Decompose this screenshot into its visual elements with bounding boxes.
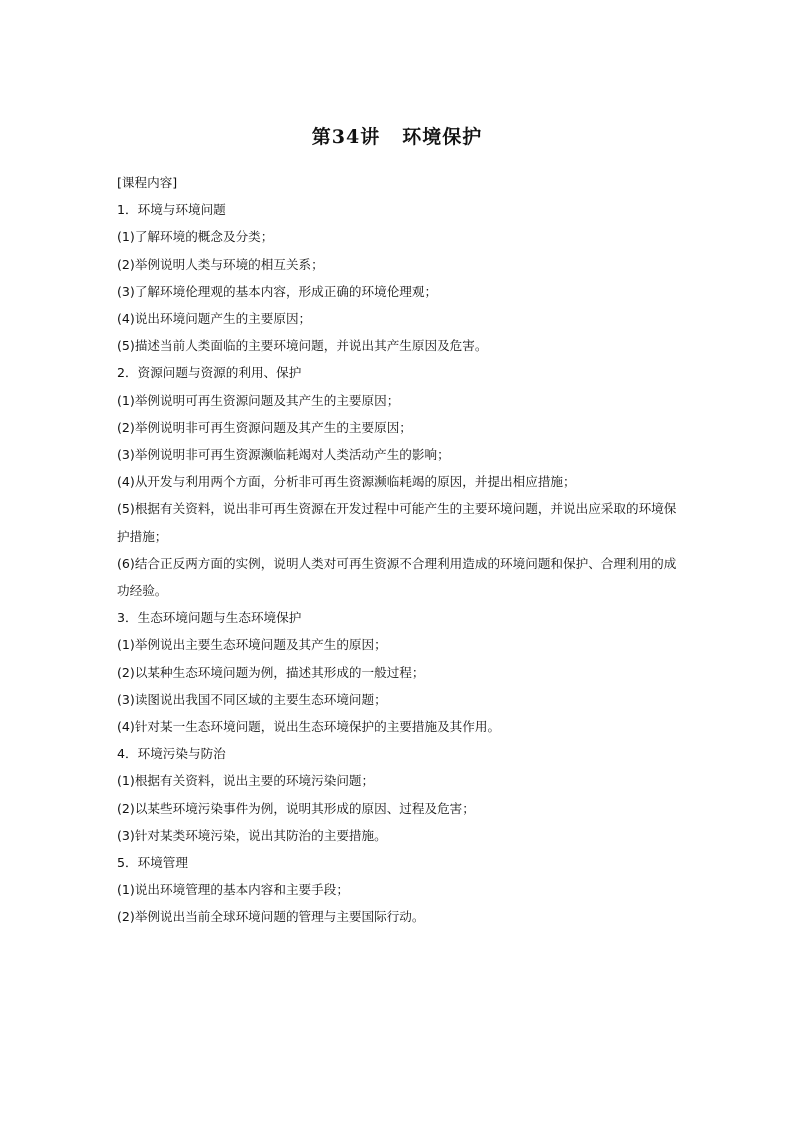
list-item: (1)举例说明可再生资源问题及其产生的主要原因； bbox=[117, 392, 400, 408]
section-1 bbox=[117, 196, 687, 359]
list-item: (3)读图说出我国不同区域的主要生态环境问题； bbox=[117, 691, 387, 707]
list-item: (2)以某种生态环境问题为例，描述其形成的一般过程； bbox=[117, 664, 425, 680]
list-item: (1)根据有关资料，说出主要的环境污染问题； bbox=[117, 773, 375, 789]
list-item: (5)描述当前人类面临的主要环境问题，并说出其产生原因及危害。 bbox=[117, 338, 488, 354]
list-item: (4)针对某一生态环境问题，说出生态环境保护的主要措施及其作用。 bbox=[117, 719, 501, 735]
course-content-label: [课程内容] bbox=[117, 175, 178, 190]
list-item: (2)举例说明非可再生资源问题及其产生的主要原因； bbox=[117, 419, 412, 435]
course-content bbox=[117, 169, 687, 931]
list-item: (4)从开发与利用两个方面，分析非可再生资源濒临耗竭的原因，并提出相应措施； bbox=[117, 474, 576, 490]
page-title bbox=[0, 122, 794, 149]
section-heading: 1．环境与环境问题 bbox=[117, 202, 226, 218]
section-heading: 2．资源问题与资源的利用、保护 bbox=[117, 365, 302, 381]
list-item: (1)了解环境的概念及分类； bbox=[117, 229, 274, 245]
section-heading: 4．环境污染与防治 bbox=[117, 746, 226, 762]
list-item: (5)根据有关资料，说出非可再生资源在开发过程中可能产生的主要环境问题，并说出应采取的环境保护措施； bbox=[117, 501, 677, 544]
section-4 bbox=[117, 740, 687, 849]
section-3 bbox=[117, 604, 687, 740]
list-item: (3)了解环境伦理观的基本内容，形成正确的环境伦理观； bbox=[117, 283, 438, 299]
list-item: (1)说出环境管理的基本内容和主要手段； bbox=[117, 882, 349, 898]
section-heading: 3．生态环境问题与生态环境保护 bbox=[117, 610, 302, 626]
section-heading: 5．环境管理 bbox=[117, 855, 188, 871]
lecture-number: 第34讲 bbox=[311, 126, 381, 148]
list-item: (1)举例说出主要生态环境问题及其产生的原因； bbox=[117, 637, 387, 653]
lecture-topic: 环境保护 bbox=[402, 126, 483, 148]
section-5 bbox=[117, 849, 687, 931]
list-item: (4)说出环境问题产生的主要原因； bbox=[117, 311, 312, 327]
list-item: (3)举例说明非可再生资源濒临耗竭对人类活动产生的影响； bbox=[117, 447, 450, 463]
list-item: (2)举例说出当前全球环境问题的管理与主要国际行动。 bbox=[117, 909, 425, 925]
section-2 bbox=[117, 359, 687, 604]
list-item: (2)以某些环境污染事件为例，说明其形成的原因、过程及危害； bbox=[117, 800, 475, 816]
list-item: (3)针对某类环境污染，说出其防治的主要措施。 bbox=[117, 827, 387, 843]
list-item: (6)结合正反两方面的实例，说明人类对可再生资源不合理利用造成的环境问题和保护、合理利用的成功经验。 bbox=[117, 555, 677, 599]
list-item: (2)举例说明人类与环境的相互关系； bbox=[117, 256, 324, 272]
